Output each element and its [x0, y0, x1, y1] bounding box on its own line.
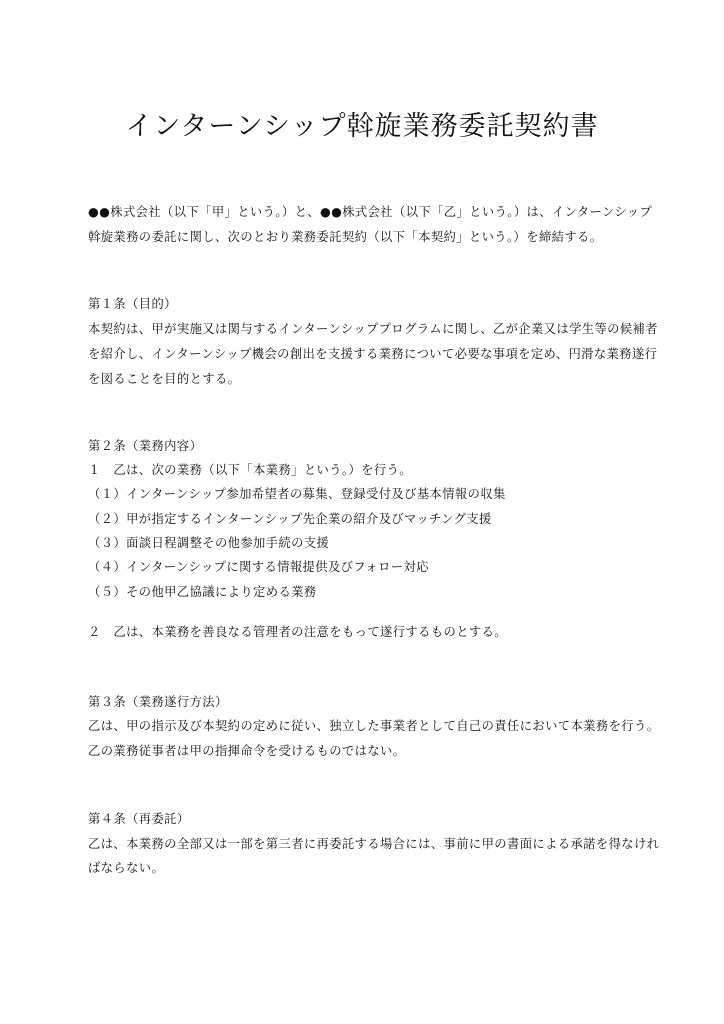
article-1-line: 本契約は、甲が実施又は関与するインターンシッププログラムに関し、乙が企業又は学生等の候補者 — [88, 322, 658, 336]
article-4-line: 乙は、本業務の全部又は一部を第三者に再委託する場合には、事前に甲の書面による承諾を得なけれ — [88, 837, 660, 851]
article-1-line: を紹介し、インターンシップ機会の創出を支援する業務について必要な事項を定め、円滑な業務遂行 — [88, 347, 658, 361]
article-2-paragraph-2: ２ 乙は、本業務を善良なる管理者の注意をもって遂行するものとする。 — [88, 625, 507, 639]
article-2-item: （５）その他甲乙協議により定める業務 — [88, 585, 317, 599]
intro-line: ●●株式会社（以下「甲」という。）と、●●株式会社（以下「乙」という。）は、インターンシップ — [88, 205, 653, 219]
intro-line: 斡旋業務の委託に関し、次のとおり業務委託契約（以下「本契約」という。）を締結する。 — [88, 230, 603, 244]
article-3-line: 乙は、甲の指示及び本契約の定めに従い、独立した事業者として自己の責任において本業務を行う。 — [88, 719, 660, 733]
article-4-heading: 第４条（再委託） — [88, 812, 190, 826]
article-1-heading: 第１条（目的） — [88, 297, 177, 311]
article-3-line: 乙の業務従事者は甲の指揮命令を受けるものではない。 — [88, 744, 406, 758]
article-4-line: ばならない。 — [88, 861, 165, 875]
article-1-line: を図ることを目的とする。 — [88, 372, 241, 386]
document-title: インターンシップ斡旋業務委託契約書 — [125, 111, 599, 142]
article-3-heading: 第３条（業務遂行方法） — [88, 695, 228, 709]
article-2-heading: 第２条（業務内容） — [88, 439, 203, 453]
article-2-item: （３）面談日程調整その他参加手続の支援 — [88, 536, 330, 550]
article-2-item: （１）インターンシップ参加希望者の募集、登録受付及び基本情報の収集 — [88, 487, 506, 501]
article-2-item: （２）甲が指定するインターンシップ先企業の紹介及びマッチング支援 — [88, 512, 492, 526]
article-2-line: １ 乙は、次の業務（以下「本業務」という。）を行う。 — [88, 463, 412, 477]
article-2-item: （４）インターンシップに関する情報提供及びフォロー対応 — [88, 560, 429, 574]
